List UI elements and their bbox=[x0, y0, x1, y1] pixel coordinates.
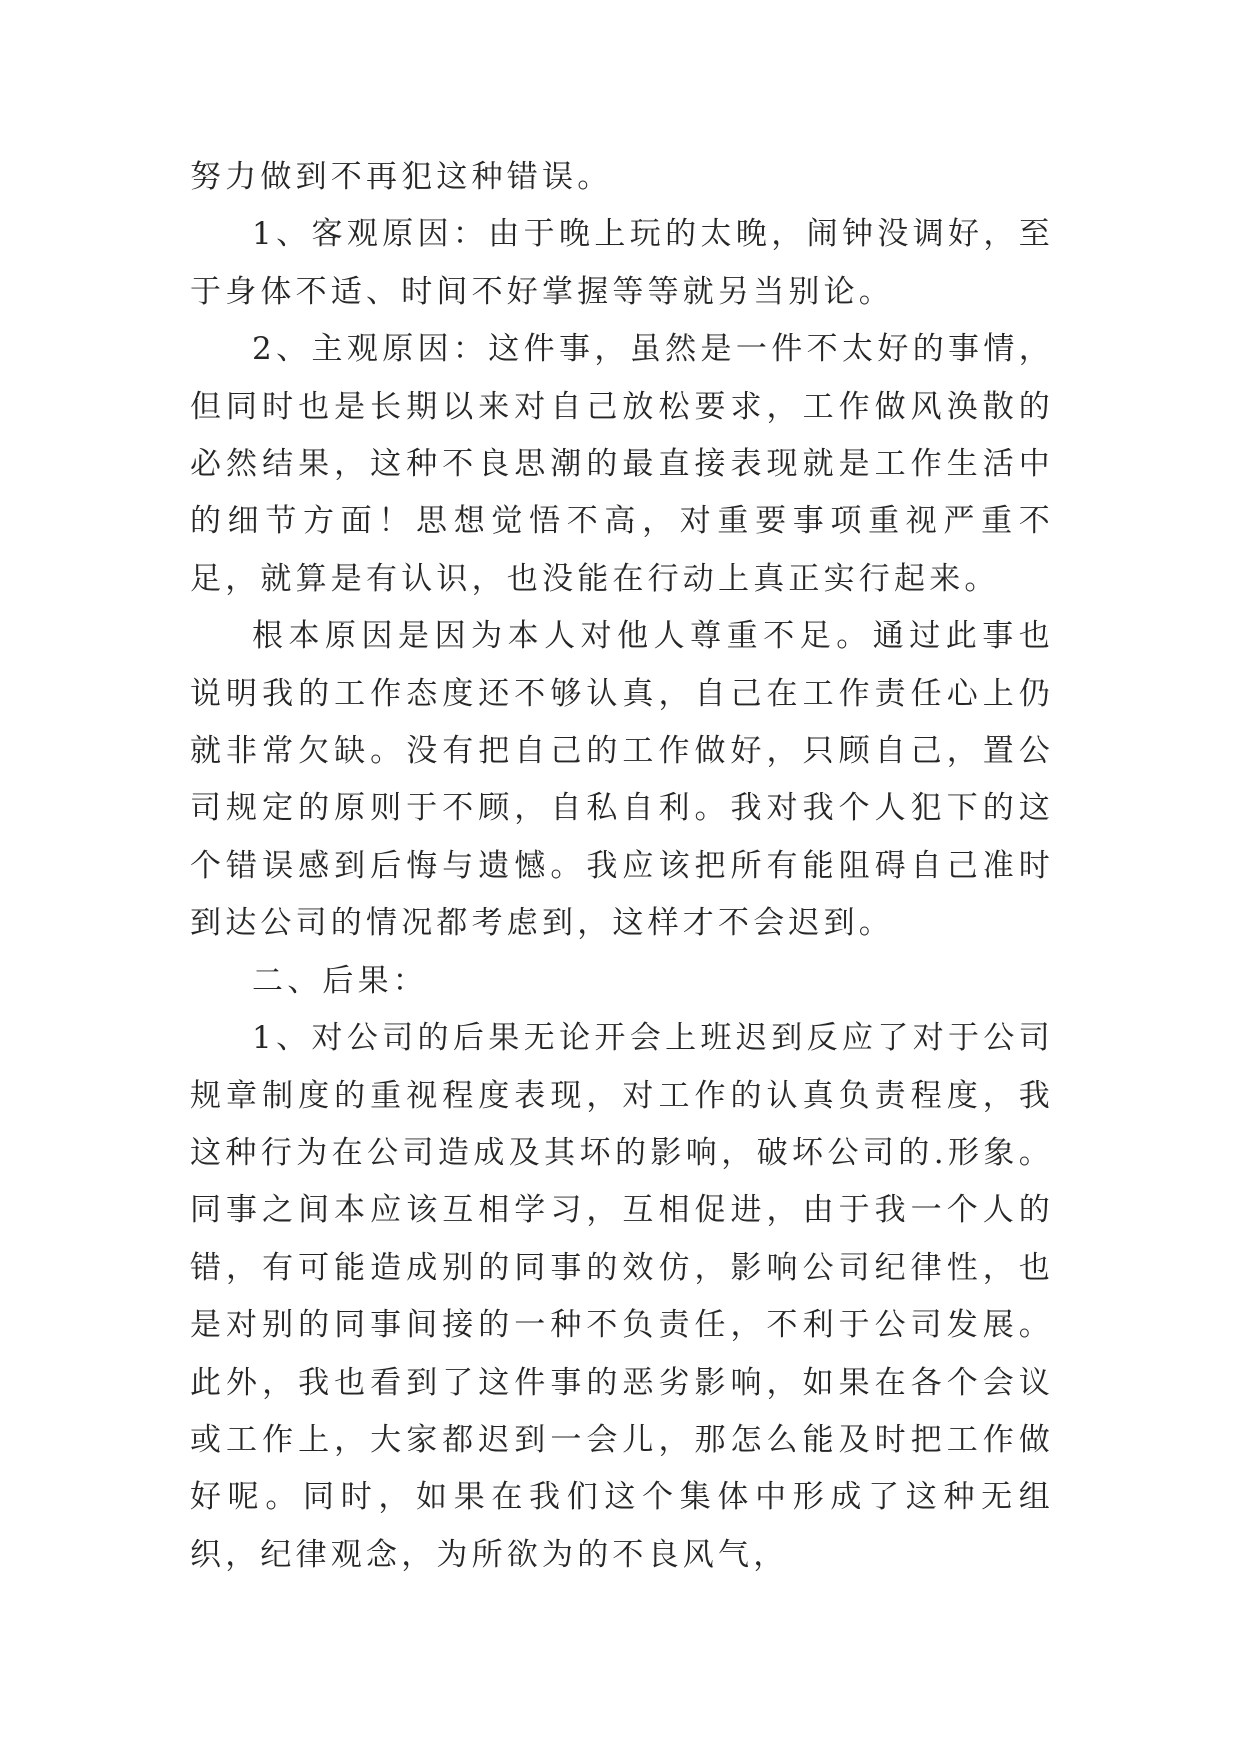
section-heading-consequences: 二、后果： bbox=[252, 962, 428, 999]
paragraph-subjective-reason: 2、主观原因：这件事，虽然是一件不太好的事情，但同时也是长期以来对自己放松要求，工作做风涣散的必然结果，这种不良思潮的最直接表现就是工作生活中的细节方面！思想觉悟不高，对重要事项重视严重不足，就算是有认识，也没能在行动上真正实行起来。 bbox=[190, 331, 1054, 597]
paragraph-objective-reason: 1、客观原因：由于晚上玩的太晚，闹钟没调好，至于身体不适、时间不好掌握等等就另当别论。 bbox=[190, 216, 1054, 310]
document-body bbox=[190, 149, 1054, 1584]
paragraph-continuation: 努力做到不再犯这种错误。 bbox=[190, 159, 613, 195]
paragraph-company-consequences: 1、对公司的后果无论开会上班迟到反应了对于公司规章制度的重视程度表现，对工作的认真负责程度，我这种行为在公司造成及其坏的影响，破坏公司的.形象。同事之间本应该互相学习，互相促进，由于我一个人的错，有可能造成别的同事的效仿，影响公司纪律性，也是对别的同事间接的一种不负责任，不利于公司发展。此外，我也看到了这件事的恶劣影响，如果在各个会议或工作上，大家都迟到一会儿，那怎么能及时把工作做好呢。同时，如果在我们这个集体中形成了这种无组织，纪律观念，为所欲为的不良风气， bbox=[190, 1020, 1054, 1573]
paragraph-root-cause: 根本原因是因为本人对他人尊重不足。通过此事也说明我的工作态度还不够认真，自己在工作责任心上仍就非常欠缺。没有把自己的工作做好，只顾自己，置公司规定的原则于不顾，自私自利。我对我个人犯下的这个错误感到后悔与遗憾。我应该把所有能阻碍自己准时到达公司的情况都考虑到，这样才不会迟到。 bbox=[190, 618, 1054, 942]
